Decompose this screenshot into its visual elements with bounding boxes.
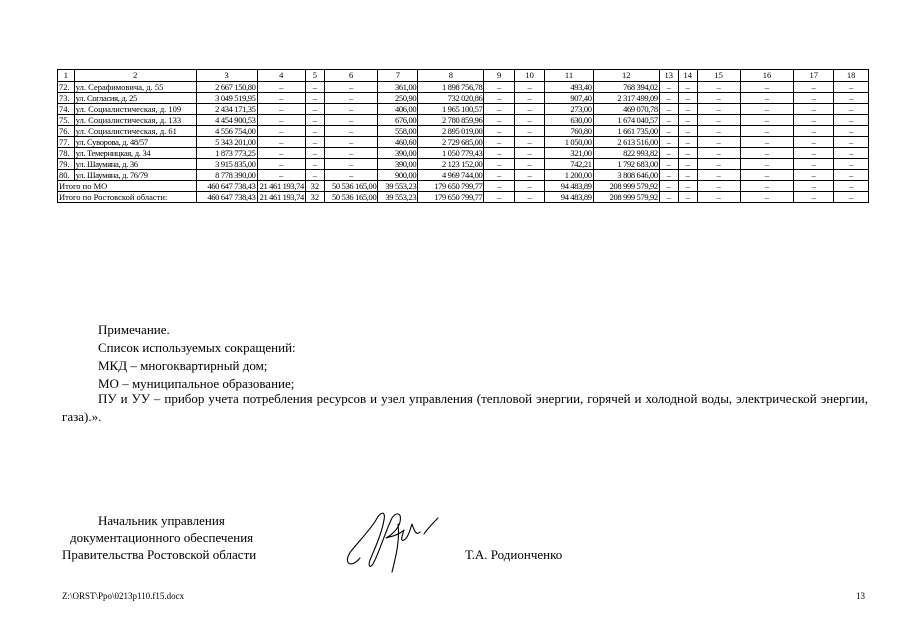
cell-c5: – xyxy=(305,126,324,137)
column-header: 2 xyxy=(74,70,196,82)
cell-c9: – xyxy=(484,115,514,126)
total-c8: 179 650 799,77 xyxy=(418,192,484,203)
row-address: ул. Шаумяна, д. 36 xyxy=(74,159,196,170)
cell-c12: 3 808 646,00 xyxy=(593,170,659,181)
total-c13: – xyxy=(659,192,678,203)
total-c3: 460 647 738,43 xyxy=(196,192,257,203)
cell-c10: – xyxy=(514,104,544,115)
cell-c8: 4 969 744,00 xyxy=(418,170,484,181)
page-number: 13 xyxy=(856,591,865,601)
cell-c3: 2 667 150,80 xyxy=(196,82,257,93)
cell-c9: – xyxy=(484,126,514,137)
total-c18: – xyxy=(834,192,869,203)
total-c8: 179 650 799,77 xyxy=(418,181,484,192)
total-c14: – xyxy=(678,192,697,203)
column-header: 4 xyxy=(257,70,305,82)
cell-c16: – xyxy=(740,159,794,170)
total-c17: – xyxy=(794,192,834,203)
column-header: 6 xyxy=(324,70,378,82)
cell-c5: – xyxy=(305,137,324,148)
cell-c13: – xyxy=(659,82,678,93)
cell-c12: 469 070,78 xyxy=(593,104,659,115)
cell-c12: 768 394,02 xyxy=(593,82,659,93)
cell-c16: – xyxy=(740,93,794,104)
cell-c13: – xyxy=(659,159,678,170)
cell-c11: 321,00 xyxy=(545,148,593,159)
column-header: 10 xyxy=(514,70,544,82)
cell-c8: 2 780 859,96 xyxy=(418,115,484,126)
totals-row xyxy=(58,181,869,192)
cell-c13: – xyxy=(659,115,678,126)
cell-c8: 2 729 685,00 xyxy=(418,137,484,148)
cell-c10: – xyxy=(514,82,544,93)
cell-c11: 760,80 xyxy=(545,126,593,137)
cell-c16: – xyxy=(740,126,794,137)
column-header: 9 xyxy=(484,70,514,82)
signer-position-line-1: Начальник управления xyxy=(98,513,225,528)
column-header: 12 xyxy=(593,70,659,82)
column-header: 16 xyxy=(740,70,794,82)
cell-c15: – xyxy=(697,170,740,181)
cell-c4: – xyxy=(257,137,305,148)
cell-c7: 460,60 xyxy=(378,137,418,148)
cell-c10: – xyxy=(514,159,544,170)
cell-c12: 2 613 516,00 xyxy=(593,137,659,148)
cell-c14: – xyxy=(678,115,697,126)
cell-c12: 1 792 683,00 xyxy=(593,159,659,170)
table-row xyxy=(58,82,869,93)
total-c4: 21 461 193,74 xyxy=(257,192,305,203)
column-header: 5 xyxy=(305,70,324,82)
cell-c3: 5 343 201,00 xyxy=(196,137,257,148)
cell-c7: 900,00 xyxy=(378,170,418,181)
abbreviations-title: Список используемых сокращений: xyxy=(98,340,296,355)
total-c16: – xyxy=(740,192,794,203)
cell-c4: – xyxy=(257,170,305,181)
total-c17: – xyxy=(794,181,834,192)
row-number: 73. xyxy=(58,93,75,104)
cell-c6: – xyxy=(324,126,378,137)
row-address: ул. Темерницкая, д. 34 xyxy=(74,148,196,159)
cell-c3: 1 873 773,25 xyxy=(196,148,257,159)
cell-c15: – xyxy=(697,137,740,148)
total-c9: – xyxy=(484,181,514,192)
row-address: ул. Согласия, д. 25 xyxy=(74,93,196,104)
cell-c18: – xyxy=(834,126,869,137)
total-c5: 32 xyxy=(305,192,324,203)
header-row xyxy=(58,70,869,82)
cell-c15: – xyxy=(697,93,740,104)
cell-c5: – xyxy=(305,104,324,115)
cell-c6: – xyxy=(324,104,378,115)
cell-c10: – xyxy=(514,93,544,104)
table-row xyxy=(58,115,869,126)
total-c12: 208 999 579,92 xyxy=(593,192,659,203)
table-row xyxy=(58,137,869,148)
cell-c8: 732 020,86 xyxy=(418,93,484,104)
column-header: 17 xyxy=(794,70,834,82)
total-c15: – xyxy=(697,192,740,203)
total-c10: – xyxy=(514,181,544,192)
cell-c9: – xyxy=(484,104,514,115)
cell-c16: – xyxy=(740,137,794,148)
cell-c6: – xyxy=(324,93,378,104)
row-number: 79. xyxy=(58,159,75,170)
cell-c6: – xyxy=(324,159,378,170)
cell-c15: – xyxy=(697,104,740,115)
cell-c15: – xyxy=(697,82,740,93)
totals-label: Итого по Ростовской области: xyxy=(58,192,197,203)
note-title: Примечание. xyxy=(98,322,170,337)
cell-c18: – xyxy=(834,104,869,115)
total-c11: 94 483,89 xyxy=(545,181,593,192)
cell-c6: – xyxy=(324,82,378,93)
cell-c17: – xyxy=(794,115,834,126)
cell-c8: 1 050 779,43 xyxy=(418,148,484,159)
cell-c7: 676,00 xyxy=(378,115,418,126)
table-row xyxy=(58,170,869,181)
cell-c9: – xyxy=(484,159,514,170)
cell-c4: – xyxy=(257,82,305,93)
total-c16: – xyxy=(740,181,794,192)
cell-c3: 2 434 171,35 xyxy=(196,104,257,115)
cell-c11: 630,00 xyxy=(545,115,593,126)
cell-c10: – xyxy=(514,148,544,159)
signer-position-line-2: документационного обеспечения xyxy=(70,530,254,545)
cell-c16: – xyxy=(740,170,794,181)
cell-c17: – xyxy=(794,170,834,181)
cell-c17: – xyxy=(794,159,834,170)
row-number: 76. xyxy=(58,126,75,137)
cell-c4: – xyxy=(257,93,305,104)
column-header: 18 xyxy=(834,70,869,82)
cell-c6: – xyxy=(324,115,378,126)
cell-c13: – xyxy=(659,93,678,104)
totals-label: Итого по МО xyxy=(58,181,197,192)
cell-c15: – xyxy=(697,115,740,126)
cell-c18: – xyxy=(834,82,869,93)
table-row xyxy=(58,148,869,159)
row-address: ул. Социалистическая, д. 61 xyxy=(74,126,196,137)
cell-c15: – xyxy=(697,148,740,159)
row-number: 74. xyxy=(58,104,75,115)
column-header: 15 xyxy=(697,70,740,82)
cell-c11: 742,21 xyxy=(545,159,593,170)
cell-c18: – xyxy=(834,137,869,148)
cell-c11: 907,40 xyxy=(545,93,593,104)
cell-c18: – xyxy=(834,170,869,181)
cell-c8: 2 895 019,00 xyxy=(418,126,484,137)
cell-c18: – xyxy=(834,148,869,159)
row-address: ул. Серафимовича, д. 55 xyxy=(74,82,196,93)
row-number: 80. xyxy=(58,170,75,181)
total-c7: 39 553,23 xyxy=(378,192,418,203)
cell-c7: 390,00 xyxy=(378,148,418,159)
cell-c9: – xyxy=(484,170,514,181)
column-header: 13 xyxy=(659,70,678,82)
data-table xyxy=(57,69,869,203)
cell-c16: – xyxy=(740,104,794,115)
cell-c18: – xyxy=(834,159,869,170)
table-body xyxy=(58,82,869,203)
total-c11: 94 483,89 xyxy=(545,192,593,203)
totals-row xyxy=(58,192,869,203)
cell-c3: 8 778 390,00 xyxy=(196,170,257,181)
cell-c6: – xyxy=(324,137,378,148)
cell-c7: 250,90 xyxy=(378,93,418,104)
row-number: 72. xyxy=(58,82,75,93)
total-c18: – xyxy=(834,181,869,192)
cell-c18: – xyxy=(834,115,869,126)
cell-c10: – xyxy=(514,137,544,148)
cell-c5: – xyxy=(305,93,324,104)
total-c4: 21 461 193,74 xyxy=(257,181,305,192)
cell-c14: – xyxy=(678,104,697,115)
abbreviation-pu-uu: ПУ и УУ – прибор учета потребления ресурсов и узел управления (тепловой энергии, горячей и холодной воды, электрической энергии, газа).». xyxy=(62,391,868,424)
cell-c7: 361,00 xyxy=(378,82,418,93)
row-address: ул. Суворова, д. 48/57 xyxy=(74,137,196,148)
cell-c15: – xyxy=(697,126,740,137)
table-row xyxy=(58,104,869,115)
cell-c14: – xyxy=(678,82,697,93)
cell-c16: – xyxy=(740,148,794,159)
cell-c5: – xyxy=(305,159,324,170)
cell-c3: 3 049 519,95 xyxy=(196,93,257,104)
total-c3: 460 647 738,43 xyxy=(196,181,257,192)
cell-c15: – xyxy=(697,159,740,170)
table-row xyxy=(58,159,869,170)
cell-c17: – xyxy=(794,148,834,159)
cell-c12: 1 674 040,57 xyxy=(593,115,659,126)
column-header: 3 xyxy=(196,70,257,82)
total-c10: – xyxy=(514,192,544,203)
cell-c4: – xyxy=(257,148,305,159)
cell-c7: 558,00 xyxy=(378,126,418,137)
cell-c3: 4 454 900,53 xyxy=(196,115,257,126)
cell-c8: 1 898 756,78 xyxy=(418,82,484,93)
cell-c17: – xyxy=(794,82,834,93)
cell-c12: 2 317 499,09 xyxy=(593,93,659,104)
column-header: 14 xyxy=(678,70,697,82)
cell-c9: – xyxy=(484,82,514,93)
cell-c8: 2 123 152,00 xyxy=(418,159,484,170)
footer-file-path: Z:\ORST\Ppo\0213p110.f15.docx xyxy=(62,591,185,601)
cell-c14: – xyxy=(678,159,697,170)
cell-c9: – xyxy=(484,137,514,148)
cell-c4: – xyxy=(257,126,305,137)
total-c9: – xyxy=(484,192,514,203)
cell-c5: – xyxy=(305,82,324,93)
column-header: 7 xyxy=(378,70,418,82)
handwritten-signature xyxy=(340,500,440,578)
cell-c14: – xyxy=(678,93,697,104)
row-address: ул. Шаумяна, д. 76/79 xyxy=(74,170,196,181)
cell-c3: 3 915 835,00 xyxy=(196,159,257,170)
cell-c13: – xyxy=(659,126,678,137)
cell-c9: – xyxy=(484,148,514,159)
table-row xyxy=(58,126,869,137)
row-address: ул. Социалистическая, д. 109 xyxy=(74,104,196,115)
cell-c14: – xyxy=(678,137,697,148)
cell-c17: – xyxy=(794,93,834,104)
total-c13: – xyxy=(659,181,678,192)
row-number: 77. xyxy=(58,137,75,148)
signer-position-line-3: Правительства Ростовской области xyxy=(62,547,257,562)
column-header: 1 xyxy=(58,70,75,82)
cell-c9: – xyxy=(484,93,514,104)
cell-c13: – xyxy=(659,170,678,181)
column-header: 11 xyxy=(545,70,593,82)
row-number: 78. xyxy=(58,148,75,159)
cell-c10: – xyxy=(514,126,544,137)
cell-c6: – xyxy=(324,148,378,159)
cell-c18: – xyxy=(834,93,869,104)
cell-c10: – xyxy=(514,170,544,181)
cell-c17: – xyxy=(794,137,834,148)
cell-c17: – xyxy=(794,104,834,115)
cell-c16: – xyxy=(740,115,794,126)
cell-c10: – xyxy=(514,115,544,126)
cell-c16: – xyxy=(740,82,794,93)
cell-c5: – xyxy=(305,115,324,126)
cell-c4: – xyxy=(257,159,305,170)
cell-c13: – xyxy=(659,137,678,148)
total-c6: 50 536 165,00 xyxy=(324,192,378,203)
total-c14: – xyxy=(678,181,697,192)
cell-c4: – xyxy=(257,104,305,115)
cell-c14: – xyxy=(678,170,697,181)
cell-c17: – xyxy=(794,126,834,137)
cell-c11: 273,00 xyxy=(545,104,593,115)
cell-c6: – xyxy=(324,170,378,181)
cell-c13: – xyxy=(659,148,678,159)
signer-name: Т.А. Родионченко xyxy=(465,547,563,562)
column-header: 8 xyxy=(418,70,484,82)
abbreviation-mkd: МКД – многоквартирный дом; xyxy=(98,358,268,373)
total-c15: – xyxy=(697,181,740,192)
cell-c8: 1 965 100,57 xyxy=(418,104,484,115)
cell-c5: – xyxy=(305,170,324,181)
cell-c12: 822 993,82 xyxy=(593,148,659,159)
cell-c11: 1 200,00 xyxy=(545,170,593,181)
cell-c13: – xyxy=(659,104,678,115)
cell-c11: 1 050,00 xyxy=(545,137,593,148)
total-c12: 208 999 579,92 xyxy=(593,181,659,192)
cell-c11: 493,40 xyxy=(545,82,593,93)
table-row xyxy=(58,93,869,104)
row-number: 75. xyxy=(58,115,75,126)
total-c6: 50 536 165,00 xyxy=(324,181,378,192)
cell-c7: 390,00 xyxy=(378,159,418,170)
total-c5: 32 xyxy=(305,181,324,192)
cell-c12: 1 661 735,00 xyxy=(593,126,659,137)
cell-c4: – xyxy=(257,115,305,126)
table-header xyxy=(58,70,869,82)
cell-c5: – xyxy=(305,148,324,159)
total-c7: 39 553,23 xyxy=(378,181,418,192)
cell-c7: 406,00 xyxy=(378,104,418,115)
cell-c14: – xyxy=(678,148,697,159)
abbreviation-mo: МО – муниципальное образование; xyxy=(98,376,295,391)
cell-c14: – xyxy=(678,126,697,137)
cell-c3: 4 556 754,00 xyxy=(196,126,257,137)
row-address: ул. Социалистическая, д. 133 xyxy=(74,115,196,126)
